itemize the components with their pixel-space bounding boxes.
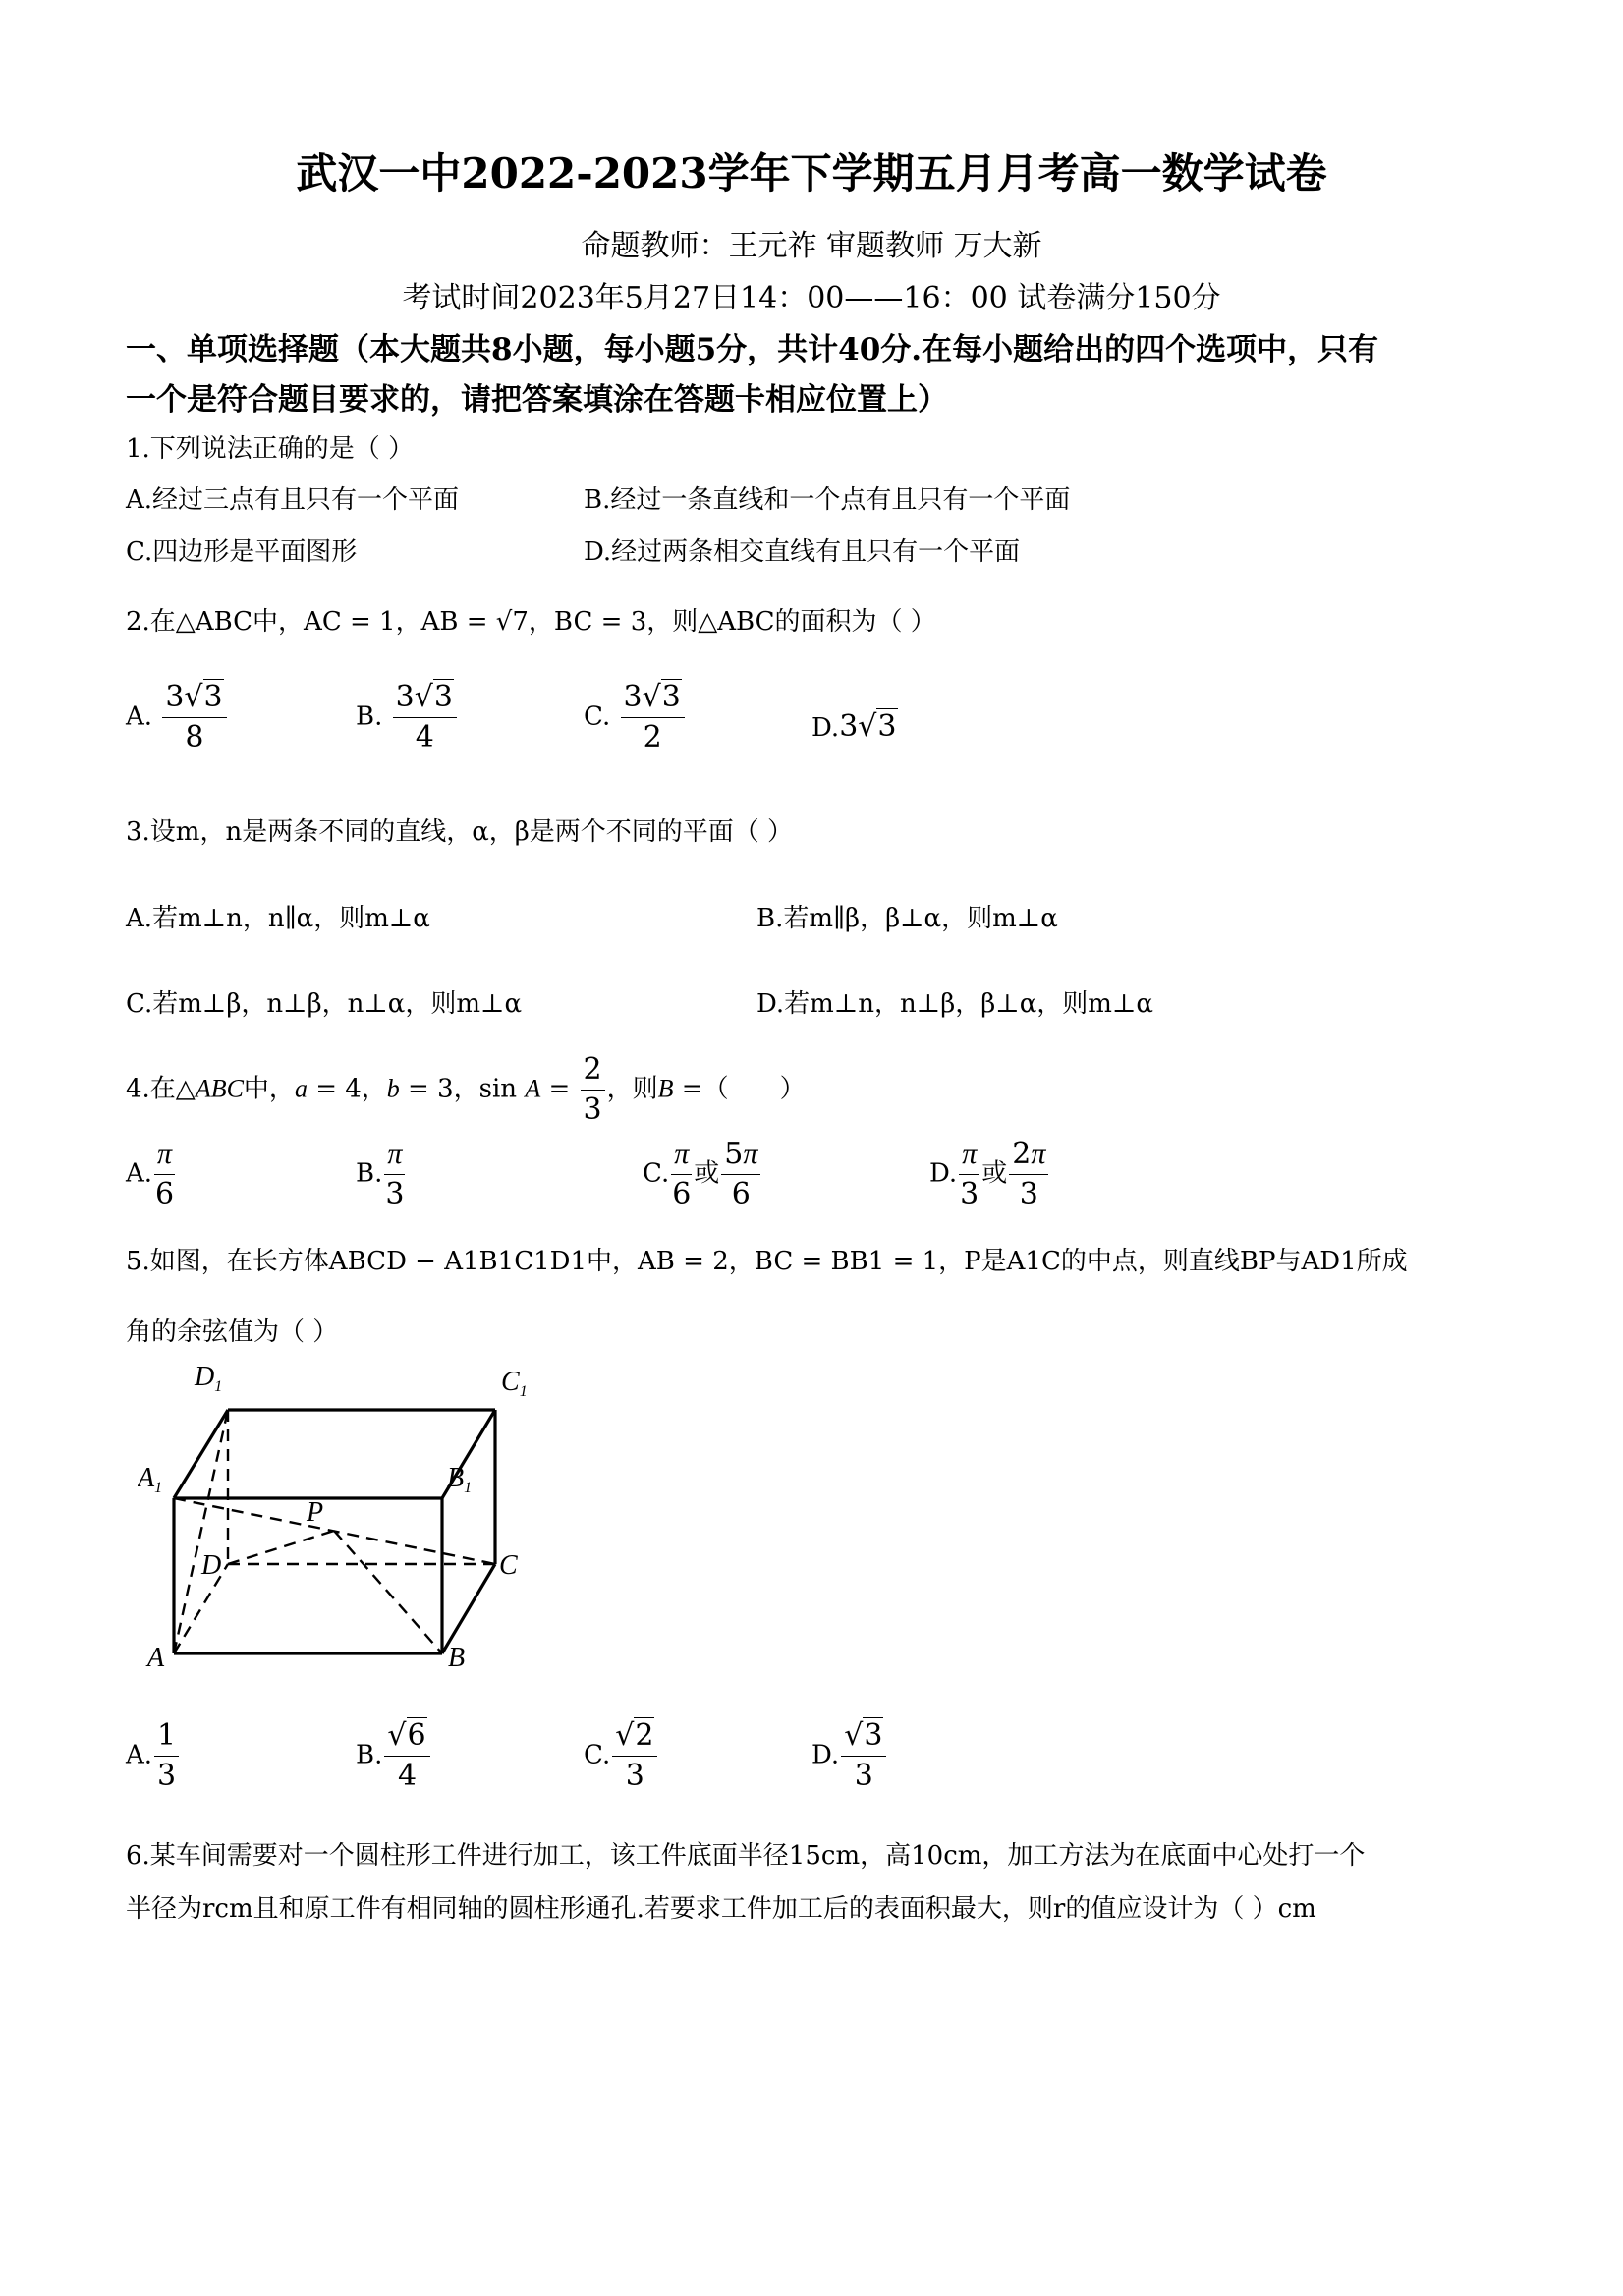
question-6-stem-line2: 半径为rcm且和原工件有相同轴的圆柱形通孔.若要求工件加工后的表面积最大，则r的值应设计为（ ）cm xyxy=(126,1894,1316,1924)
question-4-stem: 4.在△ABC中，a = 4，b = 3，sin A = $\frac{2}{3}$ ，则B =（ ） xyxy=(126,1052,806,1127)
edge-b-c xyxy=(442,1564,495,1653)
question-3-stem: 3.设m，n是两条不同的直线，α，β是两个不同的平面（ ） xyxy=(126,817,794,847)
q5-option-c: C. $\frac{√2}{3}$ xyxy=(584,1719,659,1793)
q3-option-b: B.若m∥β，β⊥α，则m⊥α xyxy=(756,904,1058,933)
label-p: P xyxy=(307,1497,324,1528)
q1-option-a: A.经过三点有且只有一个平面 xyxy=(126,485,460,515)
q2-option-d: D.3√3 xyxy=(812,709,897,744)
q4-option-c: C. $\frac{\pi}{6}$ 或 $\frac{5\pi}{6}$ xyxy=(643,1138,762,1211)
q5-option-b: B. $\frac{√6}{4}$ xyxy=(356,1719,432,1793)
q3-option-a: A.若m⊥n，n∥α，则m⊥α xyxy=(126,904,430,933)
label-b: B xyxy=(448,1643,466,1673)
q3-option-d: D.若m⊥n，n⊥β，β⊥α，则m⊥α xyxy=(756,989,1153,1019)
question-2-stem: 2.在△ABC中，AC = 1，AB = √7，BC = 3，则△ABC的面积为（ ） xyxy=(126,607,936,637)
exam-time-line: 考试时间2023年5月27日14：00——16：00 试卷满分150分 xyxy=(402,281,1221,315)
question-1-stem: 1.下列说法正确的是（ ） xyxy=(126,434,415,464)
question-5-stem-line1: 5.如图，在长方体ABCD − A1B1C1D1中，AB = 2，BC = BB1 = 1，P是A1C的中点，则直线BP与AD1所成 xyxy=(126,1247,1408,1276)
label-b1: $B_1$ xyxy=(447,1463,473,1496)
q4-option-b: B. $\frac{\pi}{3}$ xyxy=(356,1138,405,1211)
label-d: D xyxy=(201,1550,222,1581)
q2-option-c: C. $\frac{3√3}{2}$ xyxy=(584,681,687,755)
question-6-stem-line1: 6.某车间需要对一个圆柱形工件进行加工，该工件底面半径15cm，高10cm，加工方法为在底面中心处打一个 xyxy=(126,1841,1366,1871)
q5-option-a: A. $\frac{1}{3}$ xyxy=(126,1719,181,1793)
edge-a1-d1 xyxy=(174,1410,228,1498)
q1-option-b: B.经过一条直线和一个点有且只有一个平面 xyxy=(584,485,1071,515)
segment-d-p xyxy=(228,1531,334,1564)
q2-option-b: B. $\frac{3√3}{4}$ xyxy=(356,681,459,755)
label-a1: $A_1$ xyxy=(138,1463,163,1496)
label-c1: $C_1$ xyxy=(501,1367,528,1400)
label-c: C xyxy=(499,1550,518,1581)
q4-option-d: D. $\frac{\pi}{3}$ 或 $\frac{2\pi}{3}$ xyxy=(929,1138,1050,1211)
cuboid-figure xyxy=(138,1356,550,1680)
section-heading-line2: 一个是符合题目要求的，请把答案填涂在答题卡相应位置上） xyxy=(126,382,948,418)
q3-option-c: C.若m⊥β，n⊥β，n⊥α，则m⊥α xyxy=(126,989,523,1019)
teachers-line: 命题教师：王元祚 审题教师 万大新 xyxy=(581,229,1042,263)
q2-option-a: A. $\frac{3√3}{8}$ xyxy=(126,681,229,755)
exam-title: 武汉一中2022-2023学年下学期五月月考高一数学试卷 xyxy=(296,149,1327,197)
q1-option-c: C.四边形是平面图形 xyxy=(126,537,358,567)
question-5-stem-line2: 角的余弦值为（ ） xyxy=(126,1317,339,1347)
q1-option-d: D.经过两条相交直线有且只有一个平面 xyxy=(584,537,1021,567)
q5-option-d: D. $\frac{√3}{3}$ xyxy=(812,1719,888,1793)
label-d1: $D_1$ xyxy=(195,1362,223,1395)
q4-option-a: A. $\frac{\pi}{6}$ xyxy=(126,1138,175,1211)
label-a: A xyxy=(147,1643,165,1673)
segment-a-d1 xyxy=(174,1410,228,1653)
section-heading-line1: 一、单项选择题（本大题共8小题，每小题5分，共计40分.在每小题给出的四个选项中，只有 xyxy=(126,332,1379,367)
